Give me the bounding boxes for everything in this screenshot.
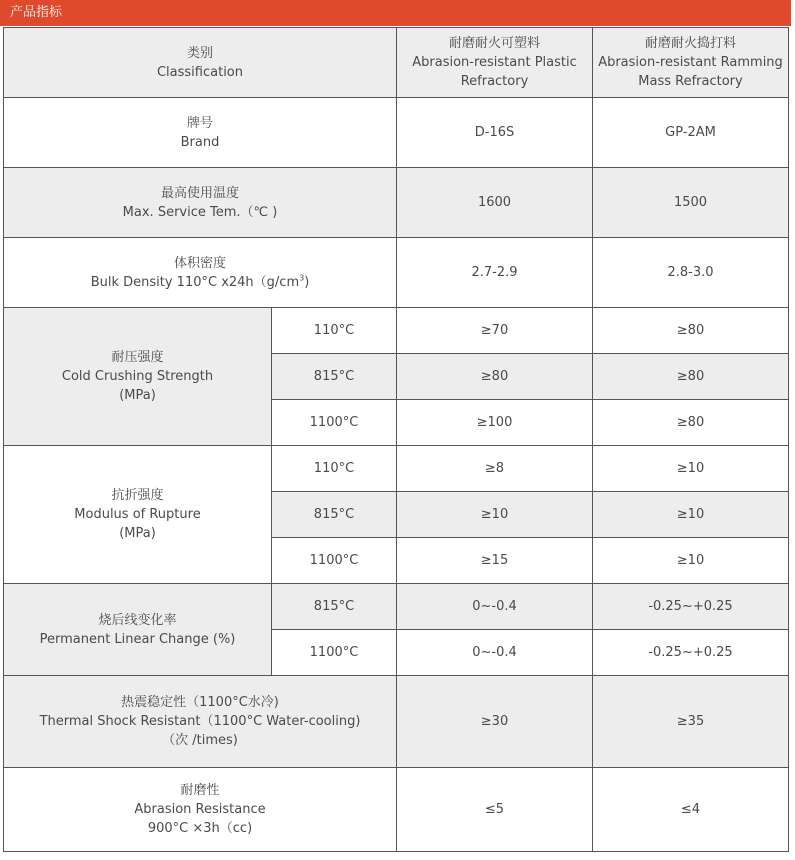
ramming-refractory-header: 耐磨耐火捣打料 Abrasion-resistant Ramming Mass Refractory [593, 28, 789, 98]
value-cell-1: ≥80 [397, 354, 593, 400]
max-temp-value-1: 1600 [397, 168, 593, 238]
value-cell-2: ≥80 [593, 400, 789, 446]
temp-cell: 815°C [272, 354, 397, 400]
rupture-row [4, 446, 789, 492]
brand-value-1: D-16S [397, 98, 593, 168]
linear-change-row [4, 584, 789, 630]
table-header-row [4, 28, 789, 98]
temp-cell: 1100°C [272, 400, 397, 446]
cold-crushing-row [4, 308, 789, 354]
temp-cell: 815°C [272, 584, 397, 630]
classification-header: 类别 Classification [4, 28, 397, 98]
value-cell-1: ≥100 [397, 400, 593, 446]
value-cell-2: ≥80 [593, 308, 789, 354]
thermal-shock-row [4, 676, 789, 768]
value-cell-1: 0~-0.4 [397, 584, 593, 630]
brand-row [4, 98, 789, 168]
thermal-shock-value-1: ≥30 [397, 676, 593, 768]
abrasion-label: 耐磨性 Abrasion Resistance 900°C ×3h（cc) [4, 768, 397, 852]
value-cell-1: ≥8 [397, 446, 593, 492]
abrasion-row [4, 768, 789, 852]
bulk-density-label: 体积密度 Bulk Density 110°C $x24h(g/cm^3)$ [4, 238, 397, 308]
section-header [0, 0, 791, 26]
bulk-density-value-1: 2.7-2.9 [397, 238, 593, 308]
temp-cell: 110°C [272, 308, 397, 354]
linear-change-label: 烧后线变化率 Permanent Linear Change (%) [4, 584, 272, 676]
brand-label: 牌号 Brand [4, 98, 397, 168]
max-temp-row [4, 168, 789, 238]
product-spec-table [3, 27, 789, 852]
temp-cell: 1100°C [272, 630, 397, 676]
abrasion-value-1: ≤5 [397, 768, 593, 852]
value-cell-1: ≥70 [397, 308, 593, 354]
value-cell-1: ≥15 [397, 538, 593, 584]
value-cell-2: ≥80 [593, 354, 789, 400]
bulk-density-value-2: 2.8-3.0 [593, 238, 789, 308]
value-cell-2: ≥10 [593, 446, 789, 492]
bulk-density-row [4, 238, 789, 308]
max-temp-label: 最高使用温度 Max. Service Tem.（℃ ) [4, 168, 397, 238]
section-title: 产品指标 [10, 5, 63, 20]
rupture-label: 抗折强度 Modulus of Rupture (MPa) [4, 446, 272, 584]
value-cell-2: -0.25~+0.25 [593, 630, 789, 676]
plastic-refractory-header: 耐磨耐火可塑料 Abrasion-resistant Plastic Refractory [397, 28, 593, 98]
temp-cell: 110°C [272, 446, 397, 492]
max-temp-value-2: 1500 [593, 168, 789, 238]
value-cell-1: 0~-0.4 [397, 630, 593, 676]
value-cell-2: ≥10 [593, 538, 789, 584]
value-cell-2: -0.25~+0.25 [593, 584, 789, 630]
value-cell-1: ≥10 [397, 492, 593, 538]
thermal-shock-value-2: ≥35 [593, 676, 789, 768]
temp-cell: 815°C [272, 492, 397, 538]
cold-crushing-label: 耐压强度 Cold Crushing Strength (MPa) [4, 308, 272, 446]
abrasion-value-2: ≤4 [593, 768, 789, 852]
value-cell-2: ≥10 [593, 492, 789, 538]
thermal-shock-label: 热震稳定性（1100°C水冷) Thermal Shock Resistant（1100°C Water-cooling) （次 /times) [4, 676, 397, 768]
brand-value-2: GP-2AM [593, 98, 789, 168]
temp-cell: 1100°C [272, 538, 397, 584]
